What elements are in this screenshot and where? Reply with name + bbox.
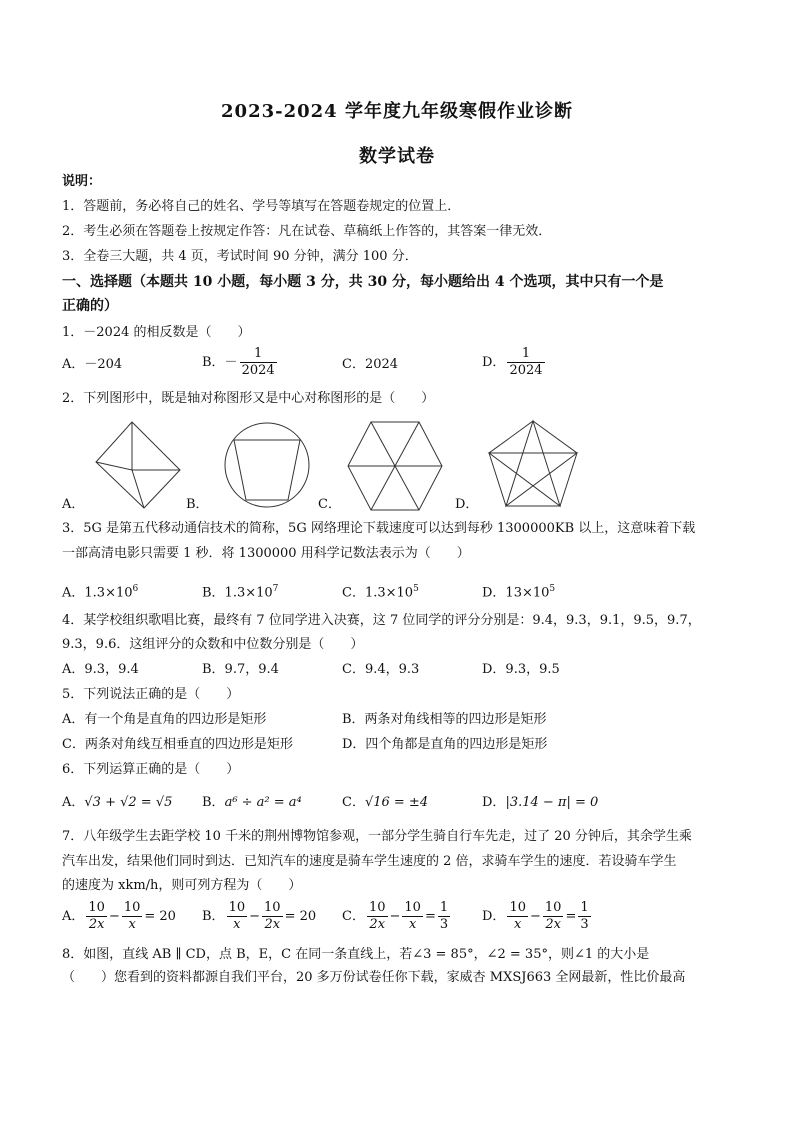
q2-option-c: C． <box>318 497 341 512</box>
q4-option-b: B．9.7，9.4 <box>202 662 279 677</box>
q3-option-d: D．$13\times 10^5$ <box>482 584 556 601</box>
q7-option-b: B． $\frac{10}{x}$ − $\frac{10}{2x}$ = 20 <box>202 900 317 932</box>
q4-option-d: D．9.3，9.5 <box>482 662 560 677</box>
q3-stem-line-2: 一部高清电影只需要 1 秒．将 1300000 用科学记数法表示为（ ） <box>62 546 470 561</box>
q1-option-c: C．2024 <box>342 357 399 372</box>
q1-option-d: D． $\frac{1}{2024}$ <box>482 346 543 378</box>
q3-stem-line-1: 3．5G 是第五代移动通信技术的简称，5G 网络理论下载速度可以达到每秒 1300000KB 以上，这意味着下载 <box>62 521 696 536</box>
q7-stem-line-3: 的速度为 xkm/h，则可列方程为（ ） <box>62 878 302 893</box>
figure-c-hexagon <box>346 418 444 514</box>
q6-option-d: D．|3.14 − π| = 0 <box>482 795 599 810</box>
q1-option-b: B．－ $\frac{1}{2024}$ <box>202 346 275 378</box>
note-3: 3．全卷三大题，共 4 页，考试时间 90 分钟，满分 100 分． <box>62 249 418 264</box>
q2-stem: 2．下列图形中，既是轴对称图形又是中心对称图形的是（ ） <box>62 391 435 406</box>
note-1: 1．答题前，务必将自己的姓名、学号等填写在答题卷规定的位置上． <box>62 199 461 214</box>
q7-option-c: C． $\frac{10}{2x}$ − $\frac{10}{x}$ = $\frac{1}{3}$ <box>342 900 449 932</box>
q4-stem-line-2: 9.3，9.6．这组评分的众数和中位数分别是（ ） <box>62 637 364 652</box>
q1-option-a: A．－204 <box>62 357 123 372</box>
exam-subtitle: 数学试卷 <box>359 146 435 167</box>
q2-option-d: D． <box>455 497 479 512</box>
q5-option-b: B．两条对角线相等的四边形是矩形 <box>342 712 547 727</box>
figure-d-pentagram <box>486 418 580 512</box>
figure-a-square-with-triangles <box>92 418 188 514</box>
figure-b-circle-with-polygon <box>222 420 312 510</box>
q6-stem: 6．下列运算正确的是（ ） <box>62 762 240 777</box>
q4-option-c: C．9.4，9.3 <box>342 662 420 677</box>
q7-option-d: D． $\frac{10}{x}$ − $\frac{10}{2x}$ = $\frac{1}{3}$ <box>482 900 589 932</box>
q6-option-c: C．√16 = ±4 <box>342 795 429 810</box>
q8-stem-line-1: 8．如图，直线 AB ∥ CD，点 B，E，C 在同一条直线上，若∠3 = 85°，∠2 = 35°，则∠1 的大小是 <box>62 947 650 962</box>
section-1-heading-cont: 正确的） <box>62 298 118 314</box>
q3-option-c: C．$1.3\times 10^5$ <box>342 584 419 601</box>
q3-option-a: A．$1.3\times 10^6$ <box>62 584 139 601</box>
section-1-heading: 一、选择题（本题共 10 小题，每小题 3 分，共 30 分，每小题给出 4 个选项，其中只有一个是 <box>62 274 664 290</box>
q2-option-a: A． <box>62 497 85 512</box>
q3-option-b: B．$1.3\times 10^7$ <box>202 584 279 601</box>
q2-option-b: B． <box>186 497 209 512</box>
note-2: 2．考生必须在答题卷上按规定作答：凡在试卷、草稿纸上作答的，其答案一律无效． <box>62 224 552 239</box>
q7-stem-line-2: 汽车出发，结果他们同时到达．已知汽车的速度是骑车学生速度的 2 倍，求骑车学生的速度．若设骑车学生 <box>62 854 677 869</box>
q6-option-b: B．a⁶ ÷ a² = a⁴ <box>202 795 302 810</box>
notes-label: 说明： <box>62 174 102 189</box>
q5-option-c: C．两条对角线互相垂直的四边形是矩形 <box>62 737 293 752</box>
q6-option-a: A．√3 + √2 = √5 <box>62 795 173 810</box>
q8-stem-line-2: （ ）您看到的资料都源自我们平台，20 多万份试卷任你下载，家威杏 MXSJ663 全网最新，性比价最高 <box>62 970 686 985</box>
exam-title: 2023-2024 学年度九年级寒假作业诊断 <box>221 101 573 122</box>
q7-stem-line-1: 7．八年级学生去距学校 10 千米的荆州博物馆参观，一部分学生骑自行车先走，过了 20 分钟后，其余学生乘 <box>62 829 692 844</box>
q1-stem: 1．－2024 的相反数是（ ） <box>62 325 251 340</box>
q4-option-a: A．9.3，9.4 <box>62 662 139 677</box>
q7-option-a: A． $\frac{10}{2x}$ − $\frac{10}{x}$ = 20 <box>62 900 176 932</box>
q5-option-d: D．四个角都是直角的四边形是矩形 <box>342 737 548 752</box>
q5-stem: 5．下列说法正确的是（ ） <box>62 687 240 702</box>
q4-stem-line-1: 4．某学校组织歌唱比赛，最终有 7 位同学进入决赛，这 7 位同学的评分分别是：9.4，9.3，9.1，9.5，9.7， <box>62 613 701 628</box>
q5-option-a: A．有一个角是直角的四边形是矩形 <box>62 712 267 727</box>
